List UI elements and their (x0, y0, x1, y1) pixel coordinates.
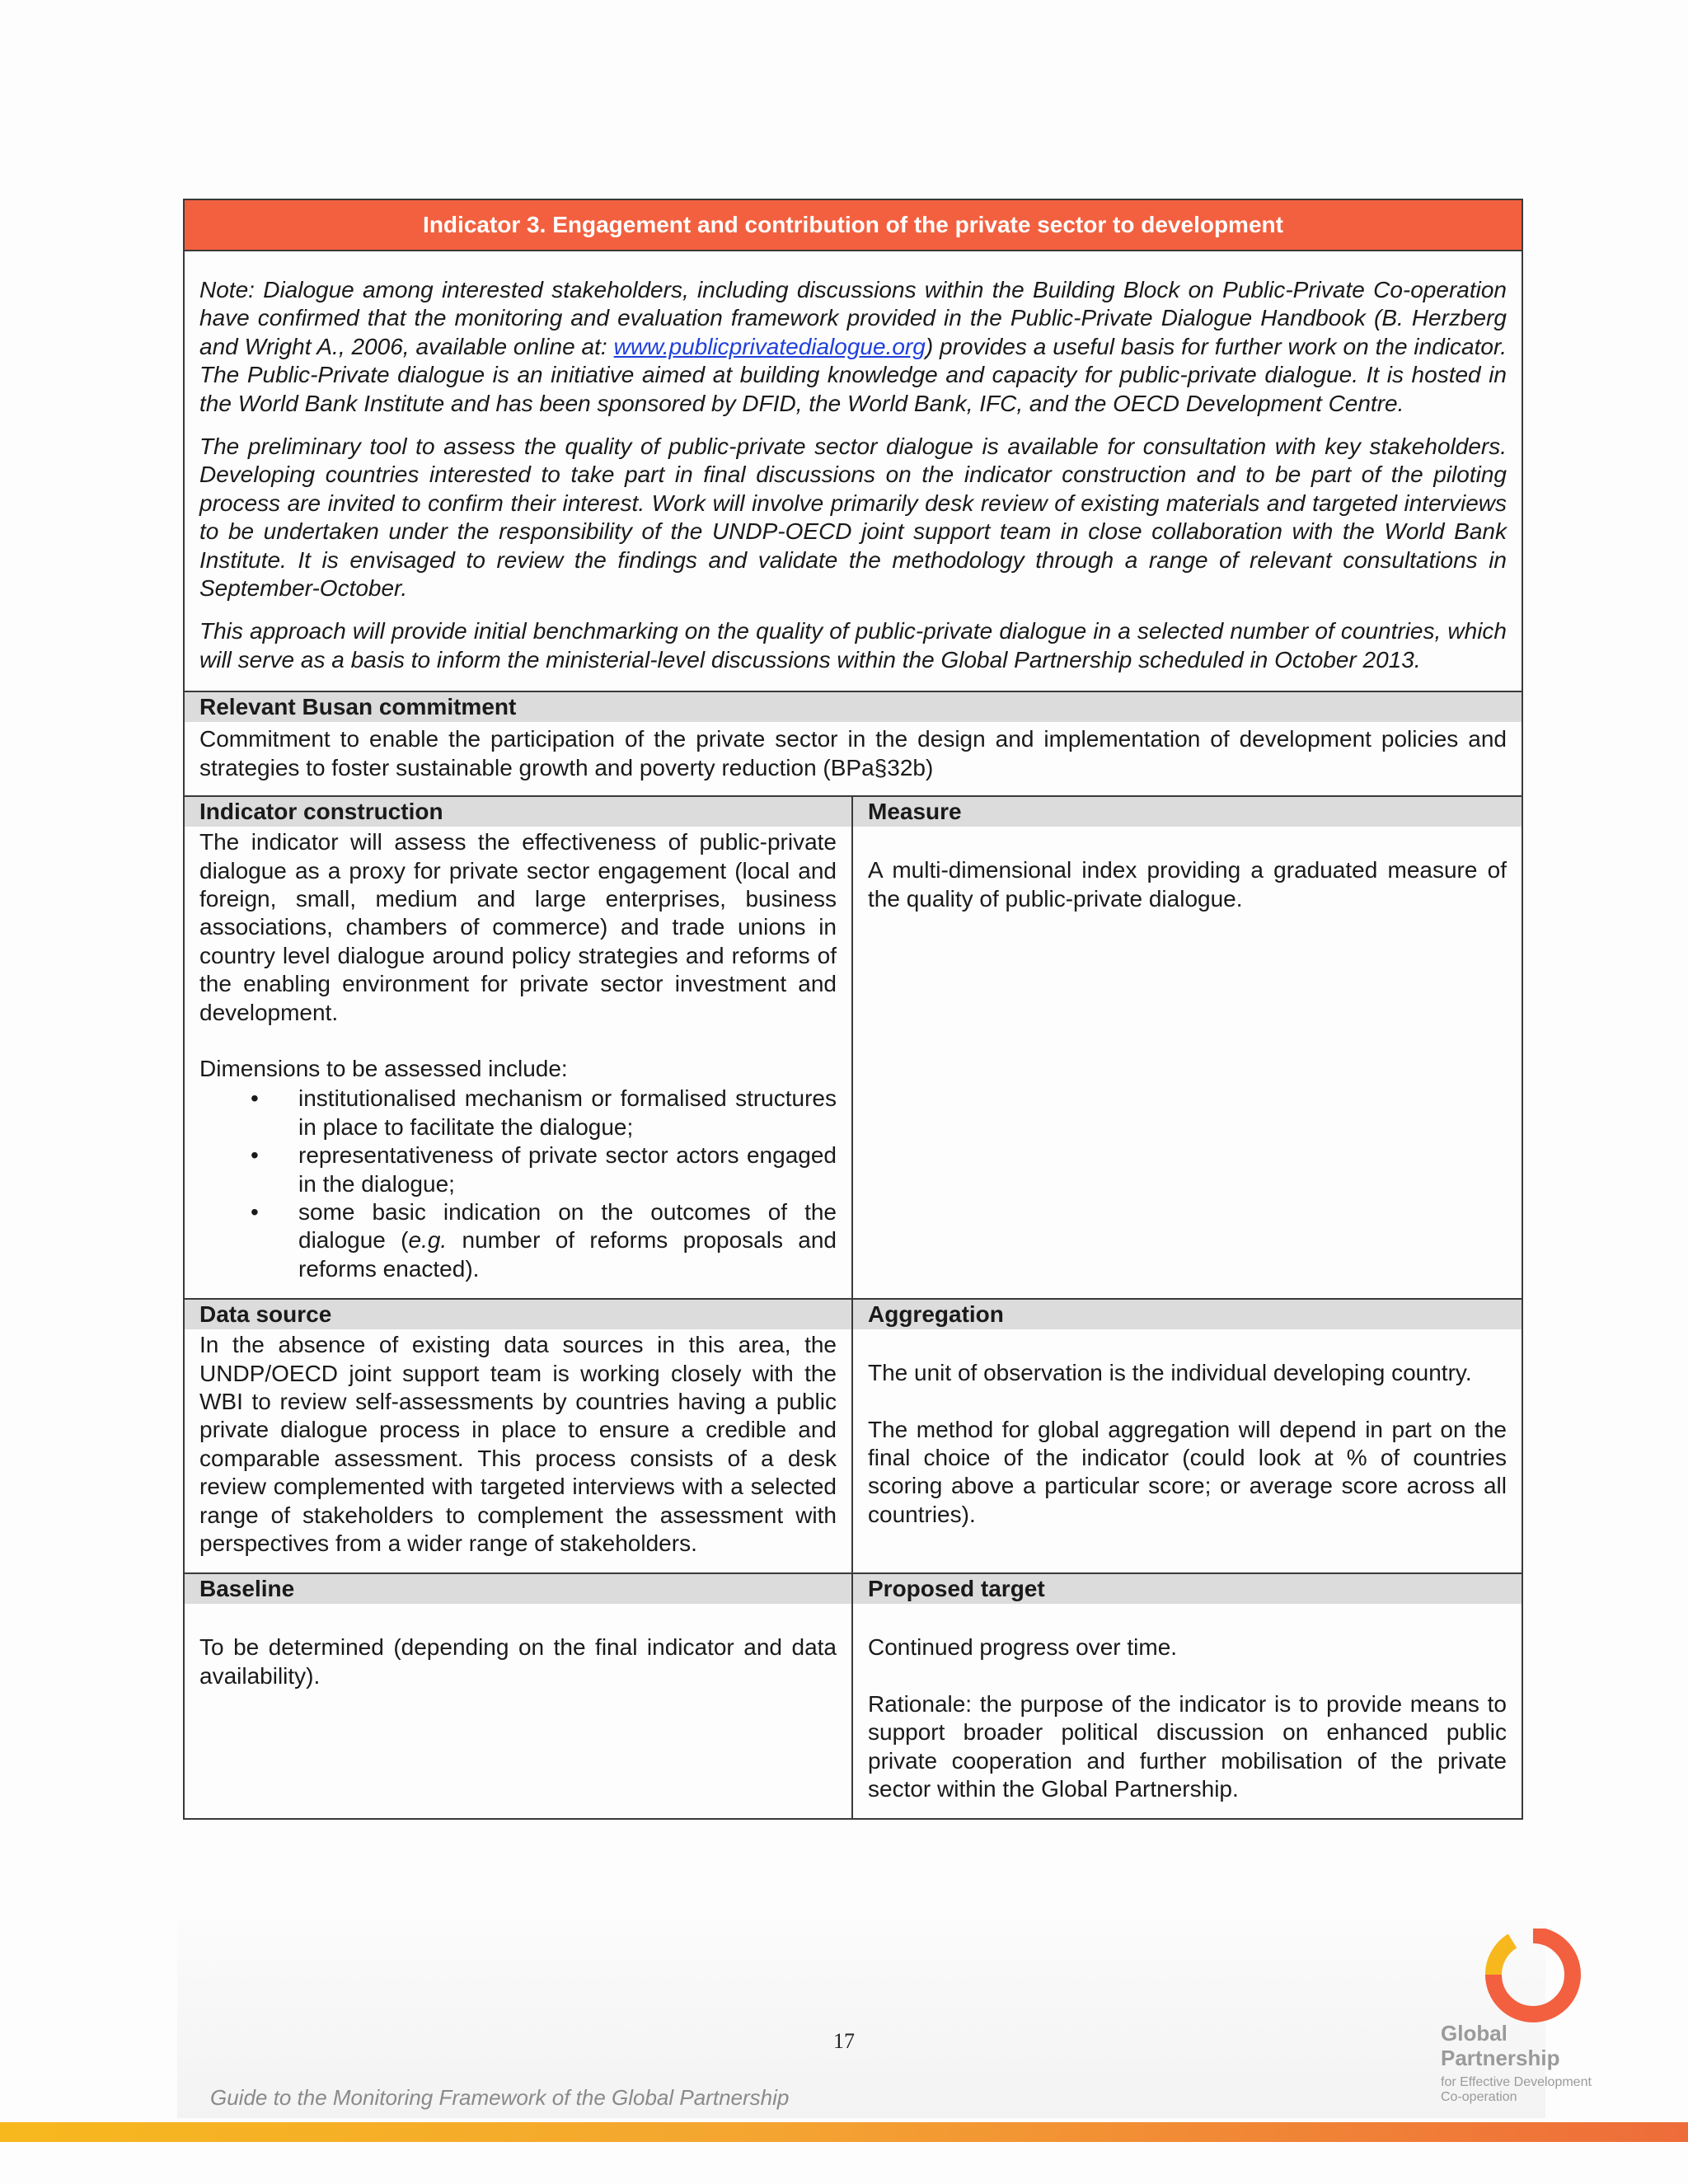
indicator-table (183, 199, 1523, 1820)
construction-cell (185, 797, 853, 1298)
construction-heading: Indicator construction (185, 797, 851, 827)
construction-text: The indicator will assess the effectiveness of public-private dialogue as a proxy for private sector engagement (local and foreign, small, medium and large enterprises, business associations, chambers of commerce) and trade unions in country level dialogue around policy strategies and reforms of the enabling environment for private sector investment and development. (199, 829, 837, 1025)
dimension-text: representativeness of private sector actors engaged in the dialogue; (298, 1142, 837, 1197)
bullet-icon: • (251, 1198, 259, 1225)
logo-line-2: Partnership (1441, 2046, 1560, 2070)
measure-heading: Measure (853, 797, 1522, 827)
logo-sub-line-1: for Effective Development (1441, 2075, 1592, 2089)
aggregation-cell (853, 1300, 1522, 1572)
dimension-text-end: number of reforms proposals and reforms enacted). (298, 1227, 837, 1282)
commitment-section (185, 692, 1522, 797)
target-heading: Proposed target (853, 1574, 1522, 1604)
footer-bar (0, 2122, 1688, 2142)
baseline-text: To be determined (depending on the final indicator and data availability). (199, 1634, 837, 1689)
indicator-title: Indicator 3. Engagement and contribution of the private sector to development (185, 200, 1522, 251)
aggregation-paragraph-2: The method for global aggregation will depend in part on the final choice of the indicator (could look at % of countries scoring above a particular score; or average score across all countries). (868, 1416, 1507, 1527)
dimension-item (251, 1198, 837, 1283)
dimension-text-start: some basic indication on the outcomes of the dialogue ( (298, 1198, 837, 1254)
measure-text: A multi-dimensional index providing a graduated measure of the quality of public-private dialogue. (868, 857, 1507, 912)
data-source-cell (185, 1300, 853, 1572)
data-source-text: In the absence of existing data sources in this area, the UNDP/OECD joint support team is working closely with the WBI to review self-assessments by countries having a public private dialogue process in place to ensure a credible and comparable assessment. This process consists of a desk review complemented with targeted interviews with a selected range of stakeholders to complement the assessment with perspectives from a wider range of stakeholders. (199, 1332, 837, 1557)
note-p1-start: Note: Dialogue among interested stakeholders, including discussions within the Building Block on Public-Private Co-operation have confirmed that the monitoring and evaluation framework provided in the Public-Private Dialogue Handbook (B. Herzberg and Wright A., 2006, available online at: (199, 277, 1507, 359)
baseline-cell (185, 1574, 853, 1818)
note-paragraph-3: This approach will provide initial benchmarking on the quality of public-private dialogue in a selected number of countries, which will serve as a basis to inform the ministerial-level discussions within the Global Partnership scheduled in October 2013. (199, 618, 1507, 673)
source-aggregation-row (185, 1300, 1522, 1574)
logo-sub-line-2: Co-operation (1441, 2090, 1517, 2104)
target-cell (853, 1574, 1522, 1818)
bullet-icon: • (251, 1142, 259, 1169)
dimension-item (251, 1085, 837, 1141)
construction-body (185, 827, 851, 1298)
target-paragraph-1: Continued progress over time. (868, 1634, 1178, 1661)
bullet-icon: • (251, 1085, 259, 1112)
baseline-heading: Baseline (185, 1574, 851, 1604)
page-number: 17 (833, 2029, 855, 2053)
measure-cell (853, 797, 1522, 1298)
dimension-text-eg: e.g. (408, 1227, 448, 1254)
baseline-target-row (185, 1574, 1522, 1818)
target-body (853, 1604, 1522, 1818)
note-paragraph-1 (199, 276, 1507, 418)
data-source-heading: Data source (185, 1300, 851, 1329)
commitment-text: Commitment to enable the participation of the private sector in the design and implementation of development policies and strategies to foster sustainable growth and poverty reduction (BPa§32b) (185, 722, 1522, 797)
aggregation-paragraph-1: The unit of observation is the individual developing country. (868, 1360, 1472, 1386)
dialogue-link[interactable]: www.publicprivatedialogue.org (613, 333, 926, 359)
aggregation-heading: Aggregation (853, 1300, 1522, 1329)
dimension-item (251, 1141, 837, 1198)
target-paragraph-2: Rationale: the purpose of the indicator is to provide means to support broader political discussion on enhanced public private cooperation and further mobilisation of the private sector within the Global Partnership. (868, 1690, 1507, 1802)
aggregation-body (853, 1329, 1522, 1544)
logo-subtitle (1441, 2075, 1592, 2105)
note-paragraph-2: The preliminary tool to assess the quality of public-private sector dialogue is available for consultation with key stakeholders. Developing countries interested to take part in final discussions on the indicator construction and to be part of the piloting process are invited to confirm their interest. Work will involve primarily desk review of existing materials and targeted interviews to be undertaken under the responsibility of the UNDP-OECD joint support team in close collaboration with the World Bank Institute. It is envisaged to review the findings and validate the methodology through a range of relevant consultations in September-October. (199, 434, 1507, 602)
note-p1-end: ) provides a useful basis for further work on the indicator. The Public-Private dialogue is an initiative aimed at building knowledge and capacity for public-private dialogue. It is hosted in the World Bank Institute and has been sponsored by DFID, the World Bank, IFC, and the OECD Development Centre. (199, 333, 1507, 416)
note-section (185, 251, 1522, 692)
commitment-heading: Relevant Busan commitment (185, 692, 1522, 722)
footer-guide-text: Guide to the Monitoring Framework of the Global Partnership (210, 2085, 790, 2110)
dimensions-list (199, 1085, 837, 1283)
dimension-text: institutionalised mechanism or formalised structures in place to facilitate the dialogue; (298, 1085, 837, 1140)
dimensions-intro: Dimensions to be assessed include: (199, 1055, 568, 1081)
logo-title (1441, 2021, 1560, 2070)
construction-measure-row (185, 797, 1522, 1300)
logo-line-1: Global (1441, 2021, 1507, 2046)
